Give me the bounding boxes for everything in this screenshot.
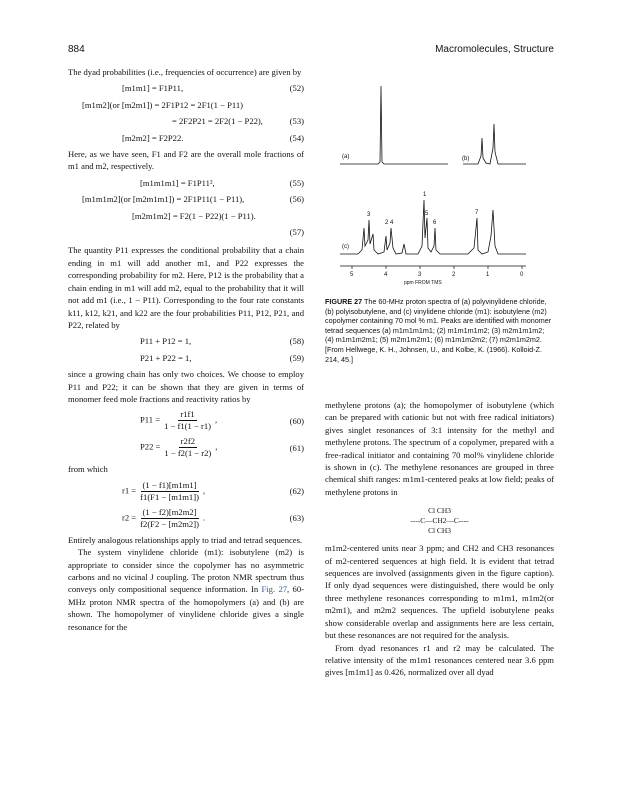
label-c: (c) xyxy=(342,244,349,250)
page-number: 884 xyxy=(68,44,85,55)
right-column xyxy=(325,399,554,679)
peak-label-3: 3 xyxy=(367,212,371,218)
spectrum-c-trace xyxy=(340,200,526,254)
equation-61: P22 = $\frac{r2f2}{1 - f2(1 - r2)}$ , (61) xyxy=(140,436,304,459)
equation-60: P11 = $\frac{r1f1}{1 - f1(1 - r1)}$ , (60) xyxy=(140,409,304,432)
tick-label-3: 3 xyxy=(418,272,422,278)
p11-paragraph: The quantity P11 expresses the conditional probability that a chain ending in m1 will add another m1, and P22 expresses the corresponding probability for m2. Here, P12 is the probability that a chain ending in m1 will add m2, equal to the probability that it will not add m1 (i.e., 1 − P11). Corresponding to the four rate constants k11, k12, k21, and k22 are the four probabilities P11, P12, P21, and P22, related by xyxy=(68,245,304,330)
peak-label-4: 4 xyxy=(390,220,394,226)
tick-label-4: 4 xyxy=(384,272,388,278)
from-which-text: from which xyxy=(68,464,108,475)
spectrum-a-trace xyxy=(340,86,448,164)
spectrum-b-trace xyxy=(463,124,526,164)
left-column xyxy=(68,66,304,633)
peak-label-7: 7 xyxy=(475,210,479,216)
tick-label-2: 2 xyxy=(452,272,456,278)
choices-paragraph: since a growing chain has only two choices. We choose to employ P11 and P22; it can be shown that they are given in terms of monomer feed mole fractions and reactivity ratios by xyxy=(68,369,304,404)
caption-text: The 60-MHz proton spectra of (a) polyvinylidene chloride, (b) polyisobutylene, and (c) vinylidene chloride (m1): isobutylene (m2) copolymer containing 70 mol % m1. Peaks are identified with monomer tetrad sequences (a) m1m1m1m1; (2) m1m1m1m2; (3) m2m1m1m2; (4) m1m1m2m1; (5) m2m1m2m1; (6) m1m1m2m2; (7) m2m1m2m2. [From Hellwege, K. H., Johnsen, U., and Kolbe, K. (1966). Kolloid-Z. 214, 45.] xyxy=(325,297,552,364)
axis-label: ppm FROM TMS xyxy=(404,280,442,286)
m1m2-paragraph: m1m2-centered units near 3 ppm; and CH2 and CH3 resonances of m2-centered sequences at high field. It is evident that tetrad sequences are involved (assignments given in the figure caption). If only dyad sequences were distinguished, there would be only three methylene resonances corresponding to m1m1, m1m2(or m2m1), and m2m2 sequences. The upfield isobutylene peaks show considerable overlap and assignments here are less certain, but these resonances are not required for the analysis. xyxy=(325,543,554,641)
system-paragraph: The system vinylidene chloride (m1): isobutylene (m2) is appropriate to consider since the copolymer has no asymmetric carbons and no vicinal J coupling. The proton NMR spectrum thus conveys only compositional sequence information. In Fig. 27, 60-MHz proton NMR spectra of the homopolymers (a) and (b) are shown. The homopolymer of vinylidene chloride gives a single resonance for the xyxy=(68,547,304,632)
equation-53a: [m1m2](or [m2m1]) = 2F1P12 = 2F1(1 − P11) xyxy=(82,99,244,110)
tick-label-1: 1 xyxy=(486,272,490,278)
peak-label-2: 2 xyxy=(385,220,389,226)
equation-62: r1 = $\frac{(1 - f1)[m1m1]}{f1(F1 - [m1m1])}$ , (62) xyxy=(122,479,304,502)
equation-59: P21 + P22 = 1, (59) xyxy=(140,352,304,363)
label-a: (a) xyxy=(342,154,350,160)
analogous-paragraph: Entirely analogous relationships apply to triad and tetrad sequences. xyxy=(68,534,303,545)
equation-52: [m1m1] = F1P11, (52) xyxy=(122,83,304,94)
intro-paragraph: The dyad probabilities (i.e., frequencies of occurrence) are given by xyxy=(68,67,302,77)
methylene-paragraph: methylene protons (a); the homopolymer of isobutylene (which can be prepared with cationic but not with free radical initiators) gives singlet resonances of 3:1 intensity for the methyl and methylene protons. The spectrum of a copolymer, prepared with a free-radical initiator and containing 70 mol% vinylidene chloride is shown in (c). The methylene resonances are grouped in three chemical shift ranges: m1m1-centered peaks at low field; peaks of methylene protons in xyxy=(325,400,554,497)
peak-label-5: 5 xyxy=(425,211,429,217)
peak-label-6: 6 xyxy=(433,220,437,226)
dyad-paragraph: From dyad resonances r1 and r2 may be calculated. The relative intensity of the m1m1 resonances centered near 3.6 ppm gives [m1m1] as 0.426, normalized over all dyad xyxy=(325,642,554,678)
figure-27-link[interactable]: Fig. 27 xyxy=(261,584,288,595)
equation-56: [m1m1m2](or [m2m1m1]) = 2F1P11(1 − P11), (56) xyxy=(82,194,304,205)
overall-fractions-paragraph: Here, as we have seen, F1 and F2 are the overall mole fractions of m1 and m2, respectively. xyxy=(68,149,304,172)
peak-label-1: 1 xyxy=(423,192,427,198)
equation-58: P11 + P12 = 1, (58) xyxy=(140,336,304,347)
chemical-structure: Cl CH3 ----C—CH2—C---- Cl CH3 xyxy=(410,506,469,536)
equation-53b: = 2F2P21 = 2F2(1 − P22), (53) xyxy=(172,116,304,127)
figure-caption xyxy=(325,297,554,364)
equation-57: [m2m1m2] = F2(1 − P22)(1 − P11). xyxy=(132,210,256,221)
caption-label: FIGURE 27 xyxy=(325,297,363,306)
nmr-spectra-figure xyxy=(338,78,528,286)
running-title: Macromolecules, Structure xyxy=(435,44,554,55)
equation-63: r2 = $\frac{(1 - f2)[m2m2]}{f2(F2 - [m2m2])}$ . (63) xyxy=(122,506,304,529)
label-b: (b) xyxy=(462,156,470,162)
equation-57-number: (57) xyxy=(289,227,304,238)
tick-label-0: 0 xyxy=(520,272,524,278)
equation-54: [m2m2] = F2P22. (54) xyxy=(122,132,304,143)
equation-55: [m1m1m1] = F1P11², (55) xyxy=(140,177,304,188)
tick-label-5: 5 xyxy=(350,272,354,278)
